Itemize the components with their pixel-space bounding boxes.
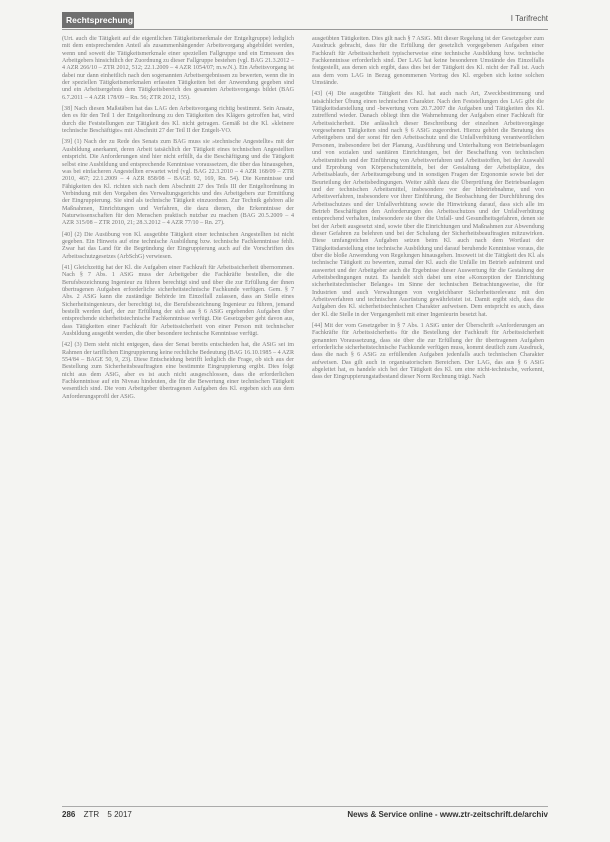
paragraph: [40] (2) Die Ausübung von Kl. ausgeübte Tätigkeit einer technischen Angestellten ist nicht gegeben. Ein Hinweis auf eine technische Ausbildung bzw. technische Fachkenntnisse fehlt. Zwar hat das Land für die Begründung der Eingruppierung auch auf die Vorschriften des Arbeitsschutzgesetzes (ArbSchG) verwiesen. <box>62 231 294 260</box>
section-category: I Tarifrecht <box>510 14 548 23</box>
paragraph: [43] (4) Die ausgeübte Tätigkeit des Kl. hat auch nach Art, Zweckbestimmung und tatsächlicher Übung einen technischen Charakter. Nach den Feststellungen des LAG gibt die Tätigkeitsdarstellung und -bewertung vom 20.7.2007 die Aufgaben und Tätigkeiten des Kl. zutreffend wieder. Danach obliegt ihm die Wahrnehmung der Aufgaben einer Fachkraft für Arbeitssicherheit. Die anlässlich dieser Beschreibung der einzelnen Arbeitsvorgänge vorgesehenen Tätigkeiten sind nach § 6 ASiG zugeordnet. Hierzu gehört die Beratung des Arbeitgebers und der sonst für den Arbeitsschutz und die Unfallverhütung verantwortlichen Personen, insbesondere bei der Planung, Ausführung und Unterhaltung von Betriebsanlagen und von sozialen und sanitären Einrichtungen, bei der Beschaffung von technischen Arbeitsmitteln und der Einführung von Arbeitsverfahren und Arbeitsstoffen, bei der Auswahl und Erprobung von Körperschutzmitteln, bei der Gestaltung der Arbeitsplätze, des Arbeitsablaufs, der Arbeitsumgebung und in sonstigen Fragen der Ergonomie sowie bei der Beurteilung der Arbeitsbedingungen. Weiter zählt dazu die Überprüfung der Betriebsanlagen und der technischen Arbeitsmittel, insbesondere vor der Inbetriebnahme, und von Arbeitsverfahren, insbesondere vor ihrer Einführung, die Beobachtung der Durchführung des Arbeitsschutzes und der Unfallverhütung sowie die Hinwirkung darauf, dass sich alle im Betrieb Beschäftigten den Anforderungen des Arbeitsschutzes und der Unfallverhütung entsprechend verhalten, insbesondere sie über die Unfall- und Gesundheitsgefahren, denen sie bei der Arbeit ausgesetzt sind, sowie über die Einrichtungen und Maßnahmen zur Abwendung dieser Gefahren zu belehren und bei der Schulung der Sicherheitsbeauftragten mitzuwirken. Diese umfangreichen Aufgaben setzen beim Kl. auch nach dem Wortlaut der Tätigkeitsdarstellung eine technische Ausbildung und darauf beruhende Kenntnisse voraus, die über die bloße Anwendung von Regelungen hinausgehen. Insoweit ist die Tätigkeit des Kl. als technische Tätigkeit zu bewerten, zumal der Kl. auch die Unfälle im Betrieb aufnimmt und auswertet und der Arbeitgeber auch die Ergebnisse dieser Auswertung für die Gestaltung der Arbeitsbedingungen nutzt. Es handelt sich dabei um eine »Konzeption der Einrichtung sicherheitstechnischer Belange« im Sinne der technischen Betrachtungsweise, die für Industrien und auch Verwaltungen von vergleichbarer Sicherheitsrelevanz mit den Arbeitsverfahren und technischen Ausrüstung gewährleistet ist. Damit ergibt sich, dass die Aufgaben des Kl. sicherheitstechnischen Charakter aufweisen. Dem entspricht es auch, dass der Kl. die Stelle in der Vergangenheit mit einer Ingenieurin besetzt hat. <box>312 91 544 318</box>
section-title: Rechtsprechung <box>66 15 134 25</box>
left-column <box>62 36 294 405</box>
journal-issue: 5 2017 <box>107 810 132 819</box>
footer-page-info <box>62 810 132 819</box>
paragraph: [38] Nach diesen Maßstäben hat das LAG den Arbeitsvorgang richtig bestimmt. Sein Ansatz, den es für den Teil 1 der Entgeltordnung zu den Tätigkeiten des Klägers getroffen hat, wird durch die Feststellungen zur Tätigkeit des Kl. nicht getragen. Gemäß ist die Kl. »kleinere technische Beschäftigte« mit Abschnitt 27 der Teil II der Entgelt-VO. <box>62 106 294 135</box>
paragraph: [44] Mit der vom Gesetzgeber in § 7 Abs. 1 ASiG unter der Überschrift »Anforderungen an Fachkräfte für Arbeitssicherheit« für die Bestellung der Fachkraft für Arbeitssicherheit genannten Voraussetzung, dass sie über die zur Erfüllung der ihr übertragenen Aufgaben erforderliche sicherheitstechnische Fachkunde verfügen muss, kommt deutlich zum Ausdruck, dass die nach § 6 ASiG zu erfüllenden Aufgaben jedenfalls auch technischen Charakter aufweisen. Das gilt auch in organisatorischen Bereichen. Der LAG, das aus § 6 ASiG abgeleitet hat, es handele sich bei der Tätigkeit des Kl. um eine nicht-technische, verkennt, dass der Eingruppierungstatbestand dieser Norm Rechnung trägt. Nach <box>312 323 544 381</box>
paragraph: [41] Gleichzeitig hat der Kl. die Aufgaben einer Fachkraft für Arbeitssicherheit übernommen. Nach § 7 Abs. 1 ASiG muss der Arbeitgeber die Fachkräfte bestellen, die die Berufsbezeichnung Ingenieur zu führen berechtigt sind und über die zur Erfüllung der ihnen übertragenen Aufgaben erforderliche sicherheitstechnische Fachkunde verfügen. Gem. § 7 Abs. 2 ASiG kann die zuständige Behörde im Einzelfall zulassen, dass an Stelle eines Sicherheitsingenieurs, der berechtigt ist, die Berufsbezeichnung Ingenieur zu führen, jemand bestellt werden darf, der zur Erfüllung der sich aus § 6 ASiG ergebenden Aufgaben über entsprechende sicherheitstechnische Fachkenntnisse verfügt. Die Gesetzgeber geht davon aus, dass Tätigkeiten einer Fachkraft für Arbeitssicherheit von einer Person mit technischer Ausbildung ausgeübt werden, die über besondere technische Kenntnisse verfügt. <box>62 264 294 338</box>
paragraph: ausgeübten Tätigkeiten. Dies gilt nach § 7 ASiG. Mit dieser Regelung ist der Gesetzgeber zum Ausdruck gebracht, dass für die Erfüllung der gesetzlich vorgegebenen Aufgaben einer Fachkraft für Arbeitssicherheit typischerweise eine technische Ausbildung bzw. technische Fachkenntnisse erforderlich sind. Der LAG hat keine besonderen Umstände des Einzelfalls festgestellt, aus denen sich ergibt, dass dies bei der Tätigkeit des Kl. nicht der Fall ist. Auch aus dem vom LAG in Bezug genommenen Vortrag des Kl. ergeben sich keine solchen Umstände. <box>312 36 544 87</box>
paragraph: [42] (3) Dem steht nicht entgegen, dass der Senat bereits entschieden hat, die ASiG sei im Rahmen der tariflichen Eingruppierung keine rechtliche Bedeutung (BAG 16.10.1985 – 4 AZR 554/84 – BAGE 50, 9, 23). Diese Entscheidung betrifft lediglich die Frage, ob sich aus der Bestellung zum Sicherheitsbeauftragten eine bestimmte Eingruppierung ergibt. Dies folgt nicht aus dem ASiG, aber es ist auch nicht ausgeschlossen, dass die erforderlichen Fachkenntnisse auf ein Niveau hindeuten, die für die Bewertung einer technischen Tätigkeit wesentlich sind. Die vom Arbeitgeber übertragenen Aufgaben des Kl. ergeben sich aus dem Anforderungsprofil der ASiG. <box>62 342 295 400</box>
paragraph: (Urt. auch die Tätigkeit auf die eigentlichen Tätigkeitsmerkmale der Entgeltgruppe) lediglich mit dem entsprechenden Anteil als zusammenhängender Arbeitsvorgang abgebildet werden, wenn und soweit die Tätigkeitsmerkmale einer speziellen Fallgruppe und ein Ermessen des Arbeitgebers hinsichtlich der Zuordnung zu dieser Fallgruppe bestehen (vgl. BAG 21.3.2012 – 4 AZR 266/10 – ZTR 2012, 512; 22.1.2009 – 4 AZR 1054/07; m.w.N.). Ein Arbeitsvorgang ist dabei nur dann einheitlich nach den sogenannten Arbeitsergebnissen zu bewerten, wenn die in der speziellen Tätigkeitsmerkmalen erfassten Tätigkeiten bei der Anwendung gegeben sind und ein Arbeitsergebnis dem Tätigkeitsbereich des gesamten Arbeitsvorgangs bildet (BAG 6.7.2011 – 4 AZR 178/09 – Rn. 56; ZTR 2012, 155). <box>62 36 294 101</box>
right-column <box>312 36 544 386</box>
footer-divider <box>62 806 548 807</box>
page-number: 286 <box>62 810 76 819</box>
header-divider <box>62 29 548 30</box>
journal-name: ZTR <box>83 810 100 819</box>
paragraph: [39] (1) Nach der zu Rede des Senats zum BAG muss sie »technische Angestellte« mit der Ausbildung anerkannt, deren Arbeit tatsächlich der Tätigkeit eines technischen Angestellten entspricht. Die Anforderungen sind hier nicht erfüllt, da die Beschäftigung und die Tätigkeit selbst eine Ausbildung und entsprechende Kenntnisse voraussetzen, die über das hinausgehen, was bei einfacheren Angestellten erwartet wird (vgl. BAG 22.3.2010 – 4 AZR 168/09 – ZTR 2010, 467; 22.1.2009 – 4 AZR 858/08 – BAGE 92, 169, Rn. 54). Die Kenntnisse und Fähigkeiten des Kl. richten sich nach dem Abschnitt 27 des Teils III der Entgeltordnung in Verbindung mit den Vorgaben des Verwaltungsgerichts und des Arbeitgebers zur Ermittlung der Eingruppierung. Sie sind als technische Tätigkeit einzuordnen. Zur Technik gehören alle Maßnahmen, Einrichtungen und Verfahren, die dazu dienen, die Erkenntnisse der Naturwissenschaften für den Menschen praktisch nutzbar zu machen (BAG 20.5.2009 – 4 AZR 315/08 – ZTR 2010, 21; 28.3.2012 – 4 AZR 77/10 – Rn. 27). <box>62 139 294 227</box>
section-header <box>62 12 134 28</box>
footer-link[interactable]: News & Service online - www.ztr-zeitschrift.de/archiv <box>347 810 548 819</box>
